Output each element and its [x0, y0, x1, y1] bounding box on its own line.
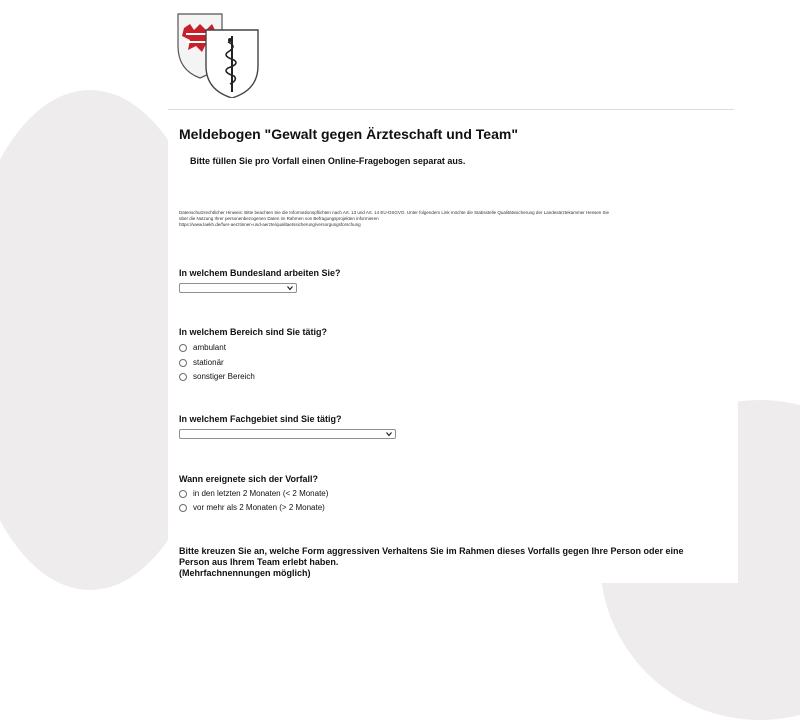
question-vorfall-label: Wann ereignete sich der Vorfall? [179, 474, 319, 484]
radio-option-more-2-months[interactable]: vor mehr als 2 Monaten (> 2 Monate) [179, 503, 325, 512]
privacy-notice-line: über die Nutzung Ihrer personenbezogenen Daten im Rahmen von Befragungsprojekten informieren [179, 216, 379, 221]
radio-option-stationaer[interactable]: stationär [179, 358, 224, 367]
privacy-notice-link[interactable]: https://www.laekh.de/fuer-aerztinnen-und-aerzte/qualitaetssicherung/versorgungsforschung [179, 222, 361, 227]
question-bundesland-label: In welchem Bundesland arbeiten Sie? [179, 268, 341, 278]
question-fachgebiet-label: In welchem Fachgebiet sind Sie tätig? [179, 414, 342, 424]
header-divider [168, 109, 734, 110]
radio-button[interactable] [179, 490, 187, 498]
coat-of-arms-logo-icon [176, 12, 260, 98]
radio-option-less-2-months[interactable]: in den letzten 2 Monaten (< 2 Monate) [179, 489, 328, 498]
page-title: Meldebogen "Gewalt gegen Ärzteschaft und Team" [179, 126, 518, 142]
radio-button[interactable] [179, 344, 187, 352]
page-subtitle: Bitte füllen Sie pro Vorfall einen Online-Fragebogen separat aus. [190, 156, 466, 166]
radio-option-sonstiger-bereich[interactable]: sonstiger Bereich [179, 372, 255, 381]
fachgebiet-select[interactable] [179, 429, 396, 439]
bundesland-select[interactable] [179, 283, 297, 293]
privacy-notice-line: Datenschutzrechtlicher Hinweis: Bitte beachten Sie die Informationspflichten nach Art. 13 und Art. 14 EU-DSGVO. Unter folgendem Link möchte die Stabsstelle Qualitätssicherung der Landesärztekammer Hessen Sie [179, 210, 609, 215]
chevron-down-icon [386, 431, 392, 437]
radio-button[interactable] [179, 504, 187, 512]
question-aggression-form-label: Bitte kreuzen Sie an, welche Form aggressiven Verhaltens Sie im Rahmen dieses Vorfalls gegen Ihre Person oder eine Person aus Ihrem Team erlebt haben. (Mehrfachnennungen möglich) [179, 546, 684, 578]
radio-button[interactable] [179, 373, 187, 381]
radio-option-ambulant[interactable]: ambulant [179, 343, 226, 352]
chevron-down-icon [287, 285, 293, 291]
radio-button[interactable] [179, 359, 187, 367]
form-page [168, 0, 738, 583]
question-bereich-label: In welchem Bereich sind Sie tätig? [179, 327, 328, 337]
privacy-notice [179, 210, 731, 228]
